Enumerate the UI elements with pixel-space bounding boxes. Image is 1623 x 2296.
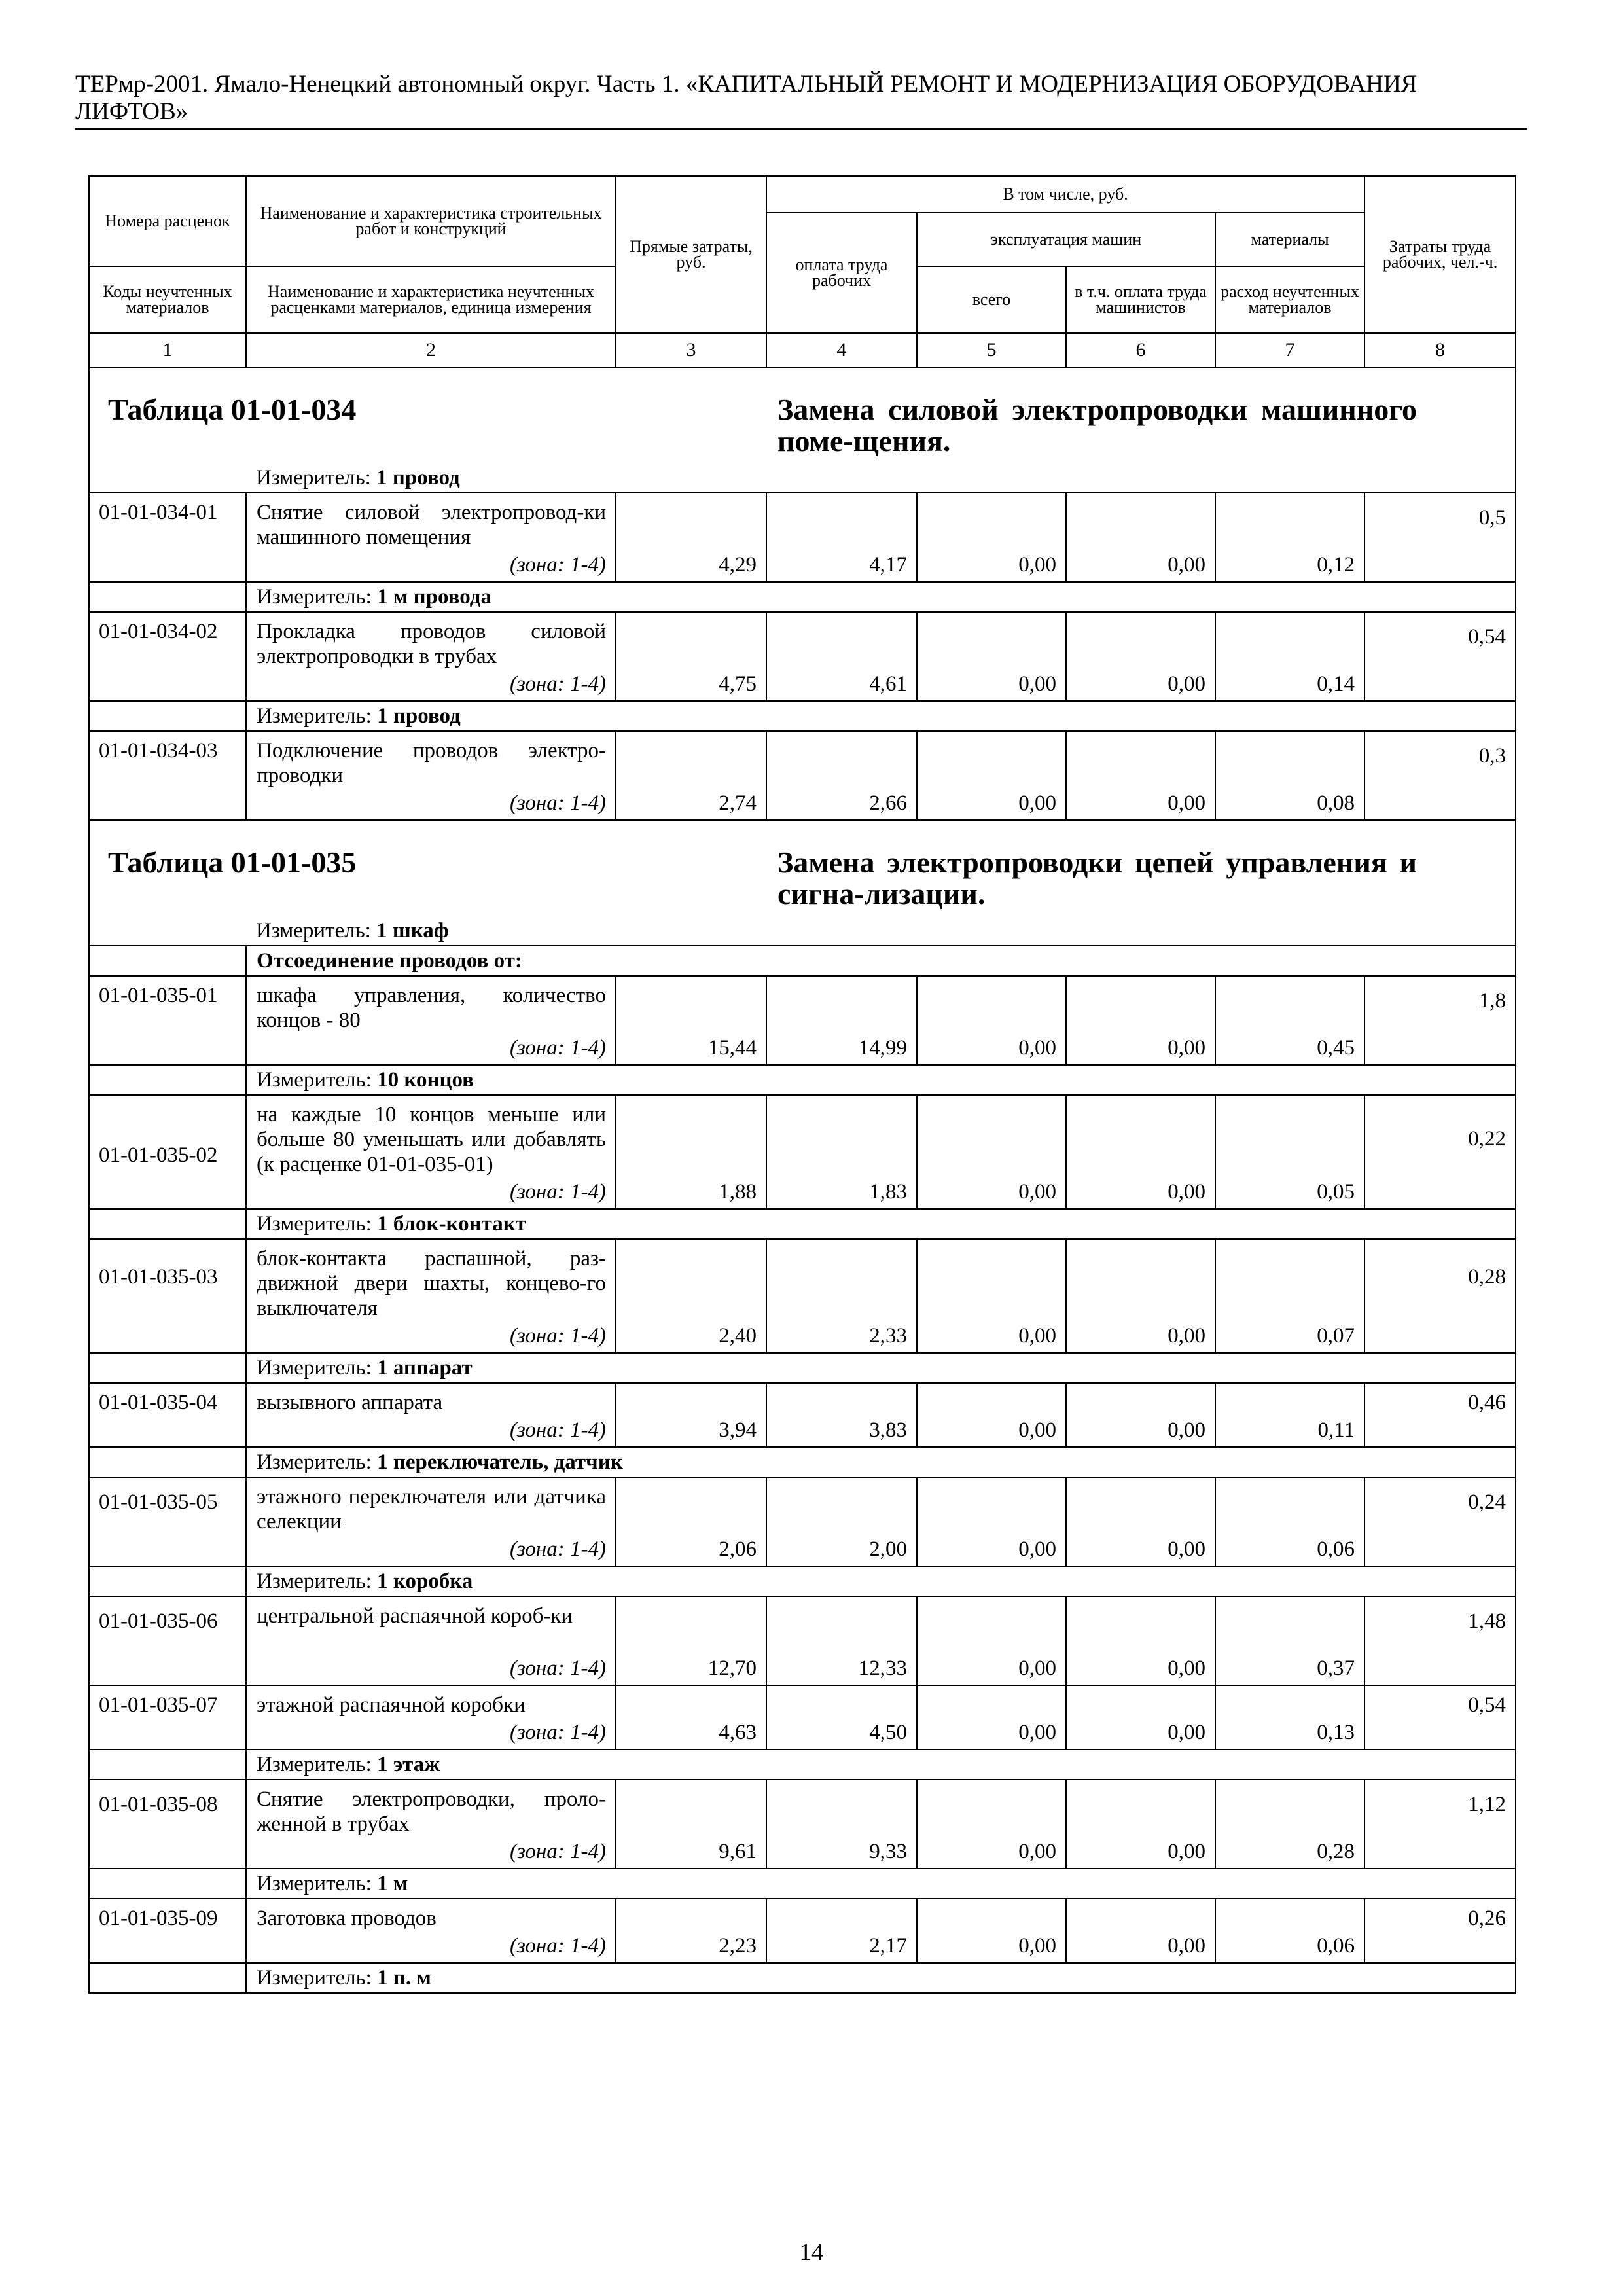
direct-costs: 2,74 [616,731,766,820]
rate-code: 01-01-034-02 [89,612,246,701]
zone-label: (зона: 1-4) [509,791,606,815]
table-row [89,1095,1516,1209]
rate-code: 01-01-035-03 [89,1239,246,1353]
rate-description: Снятие силовой электропровод-ки машинного помещения [257,501,606,549]
direct-costs: 12,70 [616,1596,766,1685]
materials-cost: 0,07 [1215,1239,1364,1353]
workers-pay: 1,83 [766,1095,917,1209]
materials-cost: 0,28 [1215,1780,1364,1869]
materials-cost: 0,08 [1215,731,1364,820]
measurer-row [89,1566,1516,1596]
measurer-label: Измеритель: [257,1753,372,1776]
labor-costs: 1,48 [1364,1596,1516,1685]
materials-cost: 0,06 [1215,1477,1364,1566]
measurer-row [89,1209,1516,1239]
labor-costs: 0,46 [1364,1383,1516,1447]
zone-label: (зона: 1-4) [509,1657,606,1680]
subheading: Отсоединение проводов от: [246,946,1516,976]
workers-pay: 14,99 [766,976,917,1065]
column-number: 1 [89,333,246,367]
zone-label: (зона: 1-4) [509,1418,606,1442]
table-row [89,976,1516,1065]
rate-description: Заготовка проводов [257,1907,437,1930]
machines-total: 0,00 [917,1780,1066,1869]
machinists-pay: 0,00 [1066,612,1215,701]
measurer-row [89,582,1516,612]
machinists-pay: 0,00 [1066,731,1215,820]
labor-costs: 0,24 [1364,1477,1516,1566]
page-number: 14 [799,2239,824,2266]
direct-costs: 3,94 [616,1383,766,1447]
labor-costs: 1,8 [1364,976,1516,1065]
measurer-row [89,1353,1516,1383]
labor-costs: 0,28 [1364,1239,1516,1353]
machines-total: 0,00 [917,493,1066,582]
machinists-pay: 0,00 [1066,1596,1215,1685]
measurer-row [89,1963,1516,1993]
header-including: В том числе, руб. [766,176,1364,213]
zone-label: (зона: 1-4) [509,672,606,696]
measurer-unit: 10 концов [377,1068,474,1092]
measurer-label: Измеритель: [257,1872,372,1895]
measurer-unit: 1 этаж [377,1753,440,1776]
machinists-pay: 0,00 [1066,976,1215,1065]
rate-description: вызывного аппарата [257,1391,443,1414]
rate-description: этажной распаячной коробки [257,1693,526,1717]
rate-code: 01-01-035-07 [89,1685,246,1749]
rates-table [88,175,1516,1994]
rate-code: 01-01-034-03 [89,731,246,820]
measurer-row [89,701,1516,731]
direct-costs: 15,44 [616,976,766,1065]
measurer-unit: 1 провод [376,466,460,490]
workers-pay: 4,61 [766,612,917,701]
measurer-unit: 1 блок-контакт [377,1212,526,1236]
zone-label: (зона: 1-4) [509,1721,606,1744]
header-materials: материалы [1215,213,1364,266]
table-row [89,612,1516,701]
header-name-materials: Наименование и характеристика неучтенных расценками материалов, единица измерения [246,266,616,333]
rate-code: 01-01-035-01 [89,976,246,1065]
rate-description: центральной распаячной короб-ки [257,1604,573,1628]
column-numbers-row [89,333,1516,367]
rate-code: 01-01-035-04 [89,1383,246,1447]
header-workers-pay: оплата труда рабочих [766,213,917,333]
machines-total: 0,00 [917,1095,1066,1209]
rate-code: 01-01-035-06 [89,1596,246,1685]
direct-costs: 2,40 [616,1239,766,1353]
measurer-row [89,916,1516,946]
machinists-pay: 0,00 [1066,1899,1215,1963]
rate-description: блок-контакта распашной, раз-движной двери шахты, концево-го выключателя [257,1247,606,1320]
machines-total: 0,00 [917,1596,1066,1685]
zone-label: (зона: 1-4) [509,1324,606,1348]
header-divider [75,128,1527,130]
measurer-label: Измеритель: [256,919,371,942]
materials-cost: 0,37 [1215,1596,1364,1685]
rate-code: 01-01-035-08 [89,1780,246,1869]
machines-total: 0,00 [917,1383,1066,1447]
measurer-unit: 1 аппарат [377,1356,473,1380]
materials-cost: 0,11 [1215,1383,1364,1447]
workers-pay: 9,33 [766,1780,917,1869]
measurer-label: Измеритель: [257,1450,372,1474]
table-row [89,493,1516,582]
table-caption: Замена силовой электропроводки машинного поме-щения. [766,367,1516,463]
workers-pay: 12,33 [766,1596,917,1685]
labor-costs: 0,54 [1364,612,1516,701]
column-number: 5 [917,333,1066,367]
materials-cost: 0,12 [1215,493,1364,582]
rate-code: 01-01-034-01 [89,493,246,582]
table-row [89,1899,1516,1963]
table-caption: Замена электропроводки цепей управления и сигна-лизации. [766,820,1516,916]
machines-total: 0,00 [917,1477,1066,1566]
direct-costs: 9,61 [616,1780,766,1869]
zone-label: (зона: 1-4) [509,553,606,577]
machinists-pay: 0,00 [1066,1095,1215,1209]
column-number: 7 [1215,333,1364,367]
workers-pay: 4,17 [766,493,917,582]
measurer-row [89,1065,1516,1095]
machinists-pay: 0,00 [1066,1685,1215,1749]
zone-label: (зона: 1-4) [509,1180,606,1204]
table-row [89,731,1516,820]
machines-total: 0,00 [917,1899,1066,1963]
workers-pay: 2,17 [766,1899,917,1963]
table-row [89,1239,1516,1353]
rate-code: 01-01-035-02 [89,1095,246,1209]
measurer-row [89,1869,1516,1899]
zone-label: (зона: 1-4) [509,1934,606,1958]
measurer-row [89,463,1516,493]
measurer-label: Измеритель: [256,466,371,490]
measurer-label: Измеритель: [257,1966,372,1990]
header-machines: эксплуатация машин [917,213,1215,266]
header-materials-consumption: расход неучтенных материалов [1215,266,1364,333]
rate-description: шкафа управления, количество концов - 80 [257,984,606,1032]
workers-pay: 2,66 [766,731,917,820]
measurer-unit: 1 шкаф [376,919,449,942]
measurer-label: Измеритель: [257,704,372,728]
materials-cost: 0,05 [1215,1095,1364,1209]
labor-costs: 0,26 [1364,1899,1516,1963]
column-number: 3 [616,333,766,367]
rate-description: Снятие электропроводки, проло-женной в трубах [257,1787,606,1836]
rate-description: Подключение проводов электро-проводки [257,739,606,787]
zone-label: (зона: 1-4) [509,1036,606,1060]
header-codes: Коды неучтенных материалов [89,266,246,333]
table-title: Таблица 01-01-035 [89,820,766,916]
rate-code: 01-01-035-05 [89,1477,246,1566]
machinists-pay: 0,00 [1066,1780,1215,1869]
header-total: всего [917,266,1066,333]
measurer-unit: 1 переключатель, датчик [377,1450,623,1474]
measurer-label: Измеритель: [257,585,372,609]
direct-costs: 4,63 [616,1685,766,1749]
column-number: 2 [246,333,616,367]
direct-costs: 4,75 [616,612,766,701]
labor-costs: 0,3 [1364,731,1516,820]
machinists-pay: 0,00 [1066,1239,1215,1353]
machines-total: 0,00 [917,1239,1066,1353]
zone-label: (зона: 1-4) [509,1840,606,1863]
measurer-label: Измеритель: [257,1570,372,1593]
header-machinists-pay: в т.ч. оплата труда машинистов [1066,266,1215,333]
labor-costs: 1,12 [1364,1780,1516,1869]
rate-description: Прокладка проводов силовой электропроводки в трубах [257,620,606,668]
workers-pay: 2,33 [766,1239,917,1353]
table-row [89,1383,1516,1447]
measurer-unit: 1 коробка [377,1570,473,1593]
subheading-row [89,946,1516,976]
table-heading [89,367,1516,463]
direct-costs: 1,88 [616,1095,766,1209]
header-labor-costs: Затраты труда рабочих, чел.-ч. [1364,176,1516,333]
machinists-pay: 0,00 [1066,1383,1215,1447]
measurer-label: Измеритель: [257,1212,372,1236]
measurer-unit: 1 п. м [377,1966,431,1990]
machines-total: 0,00 [917,731,1066,820]
materials-cost: 0,06 [1215,1899,1364,1963]
table-heading [89,820,1516,916]
zone-label: (зона: 1-4) [509,1537,606,1561]
workers-pay: 4,50 [766,1685,917,1749]
labor-costs: 0,22 [1364,1095,1516,1209]
measurer-label: Измеритель: [257,1356,372,1380]
machines-total: 0,00 [917,1685,1066,1749]
labor-costs: 0,5 [1364,493,1516,582]
header-direct-costs: Прямые затраты, руб. [616,176,766,333]
table-title: Таблица 01-01-034 [89,367,766,463]
measurer-label: Измеритель: [257,1068,372,1092]
document-header: ТЕРмр-2001. Ямало-Ненецкий автономный округ. Часть 1. «КАПИТАЛЬНЫЙ РЕМОНТ И МОДЕРНИЗАЦИЯ ОБОРУДОВАНИЯ ЛИФТОВ» [75,71,1418,125]
machines-total: 0,00 [917,612,1066,701]
table-row [89,1685,1516,1749]
machinists-pay: 0,00 [1066,1477,1215,1566]
materials-cost: 0,14 [1215,612,1364,701]
measurer-row [89,1749,1516,1780]
workers-pay: 3,83 [766,1383,917,1447]
table-row [89,1596,1516,1685]
rate-description: на каждые 10 концов меньше или больше 80 уменьшать или добавлять (к расценке 01-01-035-01) [257,1103,606,1176]
direct-costs: 2,23 [616,1899,766,1963]
workers-pay: 2,00 [766,1477,917,1566]
rate-description: этажного переключателя или датчика селекции [257,1485,606,1534]
labor-costs: 0,54 [1364,1685,1516,1749]
measurer-unit: 1 м провода [377,585,491,609]
direct-costs: 2,06 [616,1477,766,1566]
header-name-works: Наименование и характеристика строительных работ и конструкций [246,176,616,266]
measurer-unit: 1 м [377,1872,408,1895]
materials-cost: 0,13 [1215,1685,1364,1749]
column-number: 6 [1066,333,1215,367]
measurer-row [89,1447,1516,1477]
column-number: 8 [1364,333,1516,367]
column-number: 4 [766,333,917,367]
table-row [89,1477,1516,1566]
direct-costs: 4,29 [616,493,766,582]
materials-cost: 0,45 [1215,976,1364,1065]
rate-code: 01-01-035-09 [89,1899,246,1963]
machines-total: 0,00 [917,976,1066,1065]
machinists-pay: 0,00 [1066,493,1215,582]
measurer-unit: 1 провод [377,704,461,728]
table-row [89,1780,1516,1869]
header-rate-numbers: Номера расценок [89,176,246,266]
